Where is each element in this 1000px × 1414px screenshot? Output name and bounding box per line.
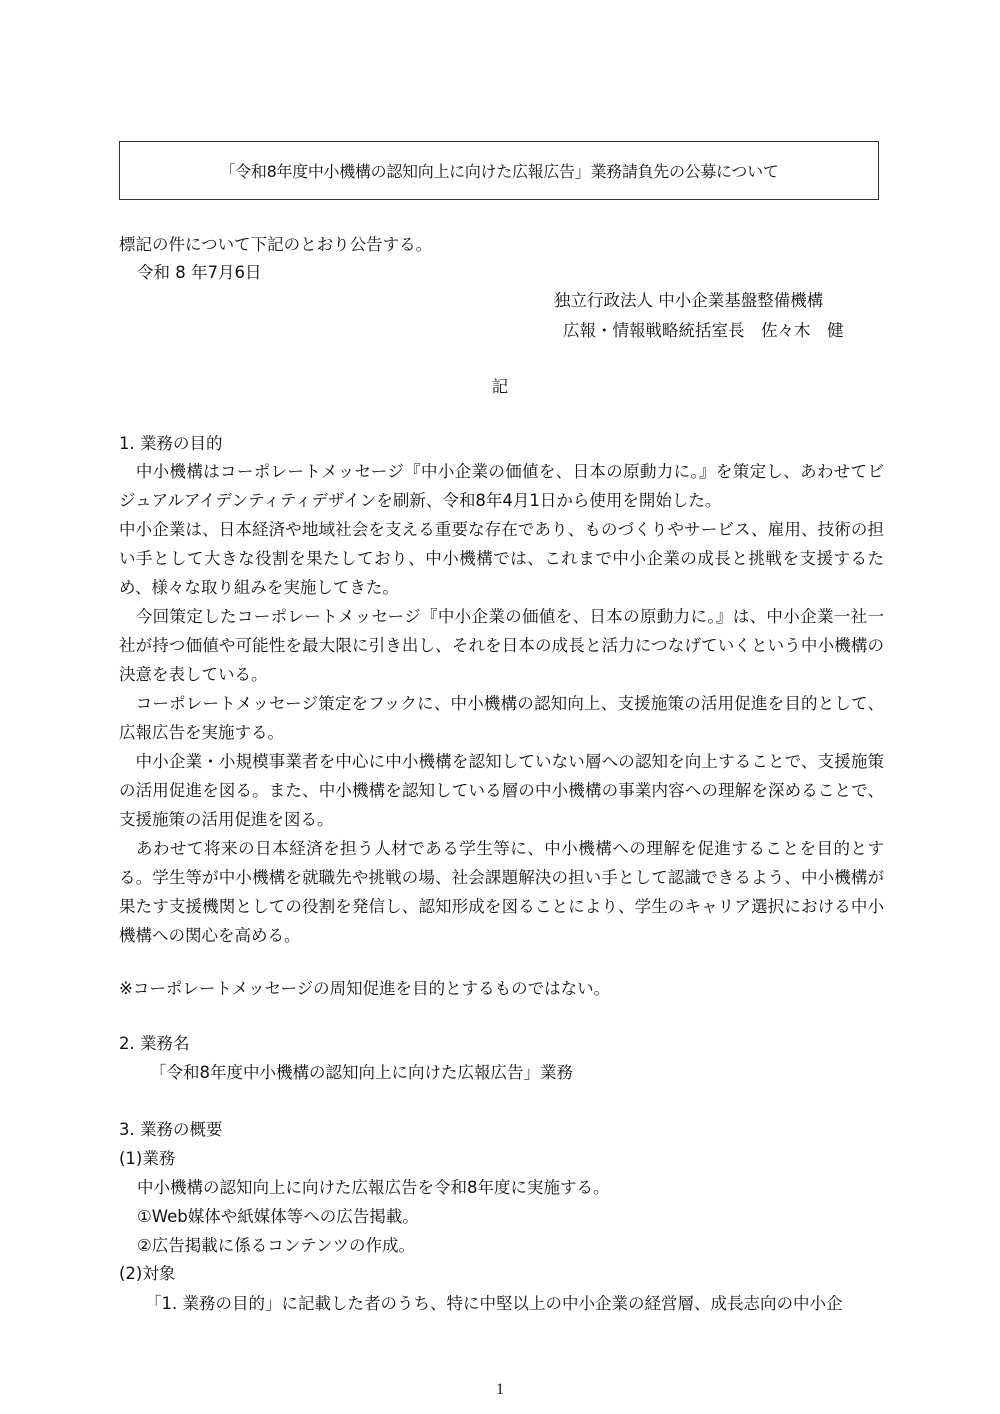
section-1-paragraph-4: コーポレートメッセージ策定をフックに、中小機構の認知向上、支援施策の活用促進を目的として、広報広告を実施する。 bbox=[119, 694, 884, 742]
section-2-heading: 2. 業務名 bbox=[119, 1034, 190, 1053]
intro-text: 標記の件について下記のとおり公告する。 bbox=[119, 235, 433, 254]
issuer-person: 広報・情報戦略統括室長 佐々木 健 bbox=[563, 321, 844, 340]
section-1-heading: 1. 業務の目的 bbox=[119, 434, 223, 453]
section-1-paragraph-6: あわせて将来の日本経済を担う人材である学生等に、中小機構への理解を促進することを目的とする。学生等が中小機構を就職先や挑戦の場、社会課題解決の担い手として認識できるよう、中小機構が果たす支援機関としての役割を発信し、認知形成を図ることにより、学生のキャリア選択における中小機構への関心を高める。 bbox=[119, 839, 885, 945]
section-1-paragraph-5: 中小企業・小規模事業者を中心に中小機構を認知していない層への認知を向上することで、支援施策の活用促進を図る。また、中小機構を認知している層の中小機構の事業内容への理解を深めることで、支援施策の活用促進を図る。 bbox=[119, 752, 884, 829]
section-3-sub2-heading: (2)対象 bbox=[119, 1264, 176, 1283]
section-3-sub1-item-1: ①Web媒体や紙媒体等への広告掲載。 bbox=[137, 1207, 419, 1226]
section-3-sub1-item-2: ②広告掲載に係るコンテンツの作成。 bbox=[137, 1236, 415, 1255]
page-number: 1 bbox=[496, 1381, 504, 1398]
section-1-paragraph-1: 中小機構はコーポレートメッセージ『中小企業の価値を、日本の原動力に。』を策定し、あわせてビジュアルアイデンティティデザインを刷新、令和8年4月1日から使用を開始した。 bbox=[119, 462, 884, 510]
notice-date: 令和 8 年7月6日 bbox=[137, 263, 262, 282]
document-title: 「令和8年度中小機構の認知向上に向けた広報広告」業務請負先の公募について bbox=[119, 141, 879, 200]
section-3-heading: 3. 業務の概要 bbox=[119, 1120, 223, 1139]
section-3-sub1-heading: (1)業務 bbox=[119, 1149, 176, 1168]
ki-heading: 記 bbox=[491, 377, 509, 396]
section-3-sub2-text: 「1. 業務の目的」に記載した者のうち、特に中堅以上の中小企業の経営層、成長志向の中小企 bbox=[145, 1294, 843, 1313]
issuer-organization: 独立行政法人 中小企業基盤整備機構 bbox=[554, 291, 824, 310]
section-2-business-name: 「令和8年度中小機構の認知向上に向けた広報広告」業務 bbox=[150, 1063, 573, 1082]
section-3-sub1-text: 中小機構の認知向上に向けた広報広告を令和8年度に実施する。 bbox=[137, 1178, 610, 1197]
section-1-paragraph-2: 中小企業は、日本経済や地域社会を支える重要な存在であり、ものづくりやサービス、雇用、技術の担い手として大きな役割を果たしており、中小機構では、これまで中小企業の成長と挑戦を支援するため、様々な取り組みを実施してきた。 bbox=[119, 520, 884, 597]
section-1-paragraph-3: 今回策定したコーポレートメッセージ『中小企業の価値を、日本の原動力に。』は、中小企業一社一社が持つ価値や可能性を最大限に引き出し、それを日本の成長と活力につなげていくという中小機構の決意を表している。 bbox=[119, 607, 884, 684]
section-1-note: ※コーポレートメッセージの周知促進を目的とするものではない。 bbox=[119, 979, 611, 998]
